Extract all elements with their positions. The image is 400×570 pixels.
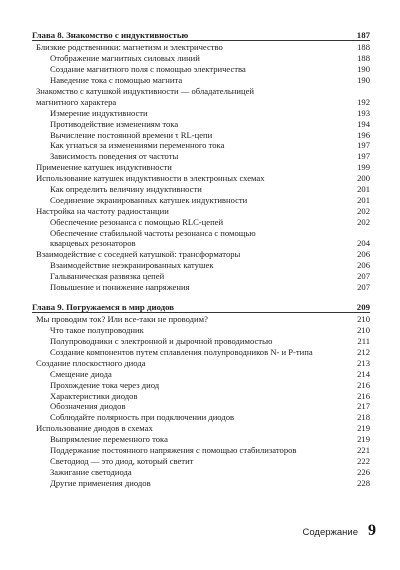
table-of-contents	[32, 30, 370, 489]
entry-page: 190	[357, 64, 370, 75]
toc-subsection-entry[interactable]	[32, 75, 370, 86]
entry-title: Что такое полупроводник	[50, 325, 144, 336]
entry-page: 211	[357, 336, 370, 347]
toc-subsection-entry[interactable]	[32, 445, 370, 456]
entry-page: 206	[357, 249, 370, 260]
entry-title: Наведение тока с помощью магнита	[50, 75, 183, 86]
entry-title: Соединение экранированных катушек индуктивности	[50, 194, 248, 205]
entry-page: 197	[357, 151, 370, 162]
entry-title: Близкие родственники: магнетизм и электричество	[36, 42, 223, 53]
entry-title: Соблюдайте полярность при подключении диодов	[50, 412, 235, 423]
entry-title: Обеспечение резонанса с помощью RLC-цепей	[50, 216, 224, 227]
entry-title: Взаимодействие с соседней катушкой: трансформаторы	[36, 249, 241, 260]
entry-title: Характеристики диодов	[50, 390, 138, 401]
entry-title: Измерение индуктивности	[50, 107, 148, 118]
entry-page: 188	[357, 53, 370, 64]
toc-subsection-entry[interactable]	[32, 228, 370, 239]
entry-title: Применение катушек индуктивности	[36, 162, 172, 173]
entry-page: 213	[357, 357, 370, 368]
entry-page: 196	[357, 129, 370, 140]
entry-title: магнитного характера	[36, 96, 117, 107]
entry-page: 228	[357, 477, 370, 488]
footer-section-label: Содержание	[302, 527, 358, 538]
entry-page: 216	[357, 379, 370, 390]
entry-page: 201	[357, 194, 370, 205]
entry-title: Прохождение тока через диод	[50, 379, 160, 390]
entry-page: 192	[357, 96, 370, 107]
entry-title: кварцевых резонаторов	[50, 238, 136, 249]
toc-section-entry[interactable]	[32, 173, 370, 184]
chapter-title: Глава 9. Погружаемся в мир диодов	[32, 301, 175, 312]
toc-subsection-entry[interactable]	[32, 53, 370, 64]
toc-subsection-entry[interactable]	[32, 336, 370, 347]
entry-page: 190	[357, 75, 370, 86]
toc-subsection-entry[interactable]	[32, 401, 370, 412]
toc-section-entry[interactable]	[32, 423, 370, 434]
toc-section-entry[interactable]	[32, 206, 370, 217]
entry-title: Гальваническая развязка цепей	[50, 271, 165, 282]
entry-page: 219	[357, 434, 370, 445]
entry-page: 212	[357, 346, 370, 357]
entry-page: 193	[357, 107, 370, 118]
toc-subsection-entry[interactable]	[32, 347, 370, 358]
entry-page: 210	[357, 325, 370, 336]
entry-title: Обеспечение стабильной частоты резонанса с помощью	[50, 227, 256, 238]
entry-page: 200	[357, 173, 370, 184]
entry-title: Использование диодов в схемах	[36, 423, 153, 434]
entry-page: 194	[357, 118, 370, 129]
toc-section-entry[interactable]	[32, 42, 370, 53]
toc-subsection-entry[interactable]	[32, 130, 370, 141]
entry-page: 221	[357, 444, 370, 455]
entry-title: Вычисление постоянной времени τ RL-цепи	[50, 129, 213, 140]
entry-title: Зажигание светодиода	[50, 466, 132, 477]
entry-title: Настройка на частоту радиостанции	[36, 205, 169, 216]
entry-page: 201	[357, 183, 370, 194]
entry-title: Знакомство с катушкой индуктивности — обладательницей	[36, 85, 255, 96]
entry-title: Создание компонентов путем сплавления полупроводников N- и P-типа	[50, 346, 313, 357]
chapter-page: 187	[356, 30, 370, 40]
entry-page: 207	[357, 281, 370, 292]
entry-title: Использование катушек индуктивности в электронных схемах	[36, 173, 265, 184]
toc-subsection-entry[interactable]	[32, 391, 370, 402]
entry-page: 197	[357, 140, 370, 151]
entry-page: 199	[357, 162, 370, 173]
toc-section-entry[interactable]	[32, 249, 370, 260]
toc-section-entry[interactable]	[32, 358, 370, 369]
entry-title: Как определить величину индуктивности	[50, 183, 202, 194]
entry-title: Выпрямление переменного тока	[50, 434, 168, 445]
toc-subsection-entry[interactable]	[32, 64, 370, 75]
page-number: 9	[368, 522, 376, 539]
toc-section-entry[interactable]	[32, 314, 370, 325]
toc-subsection-entry[interactable]	[32, 260, 370, 271]
toc-subsection-entry[interactable]	[32, 456, 370, 467]
entry-page: 219	[357, 423, 370, 434]
toc-subsection-entry[interactable]	[32, 195, 370, 206]
entry-page: 202	[357, 216, 370, 227]
toc-section-entry[interactable]	[32, 162, 370, 173]
entry-page: 218	[357, 412, 370, 423]
entry-title: Как угнаться за изменениями переменного тока	[50, 140, 225, 151]
entry-page: 222	[357, 455, 370, 466]
entry-title: Зависимость поведения от частоты	[50, 151, 179, 162]
entry-title: Создание плоскостного диода	[36, 357, 146, 368]
entry-title: Противодействие изменениям тока	[50, 118, 179, 129]
entry-page: 207	[357, 271, 370, 282]
chapter-heading[interactable]	[32, 30, 370, 41]
toc-subsection-entry[interactable]	[32, 140, 370, 151]
toc-subsection-entry[interactable]	[32, 151, 370, 162]
page-footer	[0, 522, 400, 542]
toc-subsection-entry[interactable]	[32, 217, 370, 228]
entry-title: Обозначения диодов	[50, 401, 126, 412]
entry-title: Светодиод — это диод, который светит	[50, 455, 194, 466]
toc-subsection-entry[interactable]	[32, 478, 370, 489]
entry-title: Повышение и понижение напряжения	[50, 281, 190, 292]
entry-page: 217	[357, 401, 370, 412]
entry-title: Полупроводники с электронной и дырочной проводимостью	[50, 336, 273, 347]
toc-subsection-entry[interactable]	[32, 184, 370, 195]
toc-subsection-entry[interactable]	[32, 467, 370, 478]
chapter-gap	[32, 293, 370, 302]
chapter-underline	[32, 40, 370, 41]
chapter-page: 209	[356, 301, 370, 312]
toc-subsection-entry[interactable]	[32, 271, 370, 282]
entry-title: Создание магнитного поля с помощью электричества	[50, 64, 246, 75]
entry-page: 216	[357, 390, 370, 401]
toc-subsection-entry[interactable]	[32, 282, 370, 293]
toc-subsection-entry[interactable]	[32, 325, 370, 336]
toc-subsection-entry[interactable]	[32, 434, 370, 445]
entry-page: 214	[357, 368, 370, 379]
entry-title: Другие применения диодов	[50, 477, 151, 488]
entry-title: Смещение диода	[50, 368, 112, 379]
entry-title: Отображение магнитных силовых линий	[50, 53, 200, 64]
chapter-underline	[32, 312, 370, 313]
toc-section-entry[interactable]	[32, 86, 370, 97]
entry-page: 202	[357, 205, 370, 216]
toc-subsection-entry[interactable]	[32, 380, 370, 391]
toc-subsection-entry[interactable]	[32, 108, 370, 119]
entry-page: 210	[357, 314, 370, 325]
entry-title: Мы проводим ток? Или все-таки не проводим?	[36, 314, 208, 325]
toc-section-entry[interactable]	[32, 97, 370, 108]
entry-page: 206	[357, 260, 370, 271]
entry-page: 226	[357, 466, 370, 477]
chapter-heading[interactable]	[32, 302, 370, 313]
toc-subsection-entry[interactable]	[32, 369, 370, 380]
entry-title: Поддержание постоянного напряжения с помощью стабилизаторов	[50, 444, 297, 455]
chapter-title: Глава 8. Знакомство с индуктивностью	[32, 30, 189, 40]
entry-title: Взаимодействие неэкранированных катушек	[50, 260, 214, 271]
entry-page: 204	[357, 238, 370, 249]
toc-subsection-entry[interactable]	[32, 119, 370, 130]
entry-page: 188	[357, 42, 370, 53]
toc-subsection-entry[interactable]	[32, 412, 370, 423]
toc-subsection-entry[interactable]	[32, 238, 370, 249]
